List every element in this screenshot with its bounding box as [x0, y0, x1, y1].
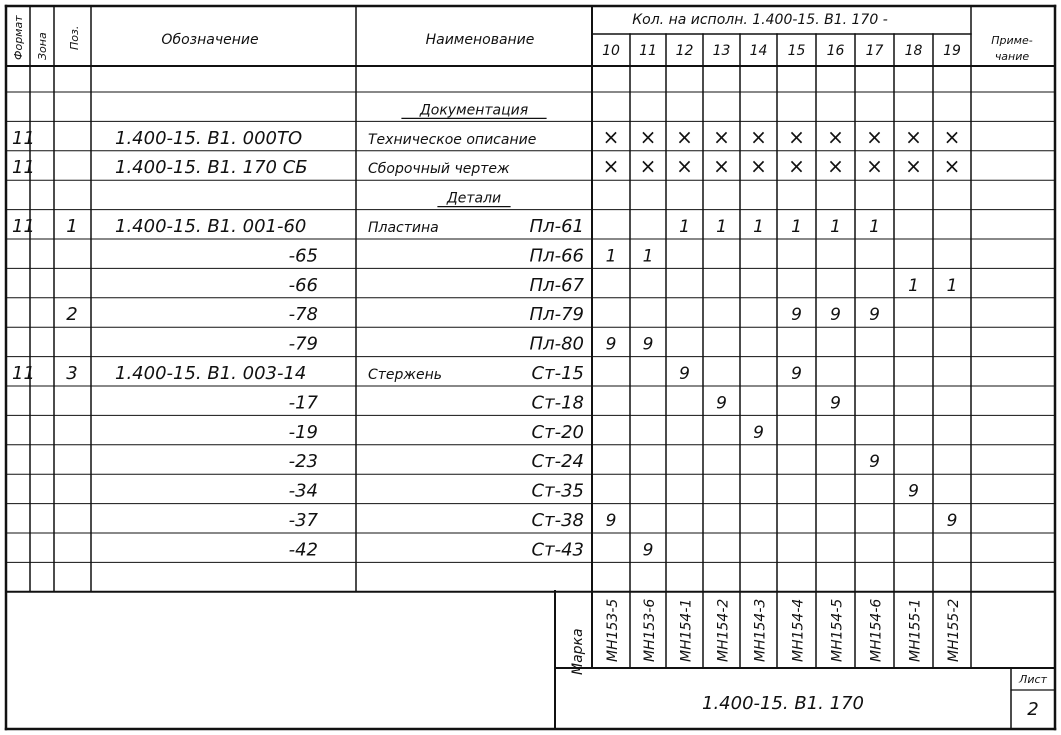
sheet-number: 2	[1027, 699, 1039, 720]
mark-cell: Ст-43	[531, 539, 584, 561]
marka-value: МН155-1	[907, 598, 924, 662]
designation-cell: 1.400-15. В1. 001-60	[115, 216, 307, 237]
designation-cell: -79	[288, 333, 318, 355]
designation-cell: -37	[288, 510, 318, 531]
qty-cell: 1	[908, 275, 919, 296]
designation-cell: 1.400-15. В1. 003-14	[115, 363, 307, 384]
marka-value: МН154-3	[752, 598, 769, 662]
qty-cell: 1	[791, 217, 802, 237]
qty-cell: ×	[602, 124, 620, 149]
marka-value: МН153-6	[642, 598, 658, 662]
sheet-label: Лист	[1019, 673, 1047, 686]
qty-cell: 9	[679, 364, 690, 384]
variant-header: 15	[787, 43, 806, 59]
qty-cell: 9	[830, 393, 841, 414]
format-header: Формат	[12, 15, 25, 60]
designation-cell: -65	[288, 245, 318, 267]
mark-cell: Пл-61	[529, 216, 584, 237]
qty-cell: 1	[753, 217, 764, 237]
mark-cell: Ст-35	[531, 480, 584, 502]
qty-cell: ×	[713, 124, 730, 149]
qty-cell: ×	[943, 154, 961, 179]
format-cell: 11	[12, 363, 35, 384]
section-heading: Документация	[419, 102, 529, 119]
qty-cell: 1	[830, 217, 841, 237]
name-cell: Пластина	[368, 220, 439, 236]
name-cell: Стержень	[368, 367, 443, 383]
pos-header: Поз.	[68, 25, 81, 50]
qty-cell: ×	[676, 124, 693, 149]
qty-cell: 9	[605, 511, 617, 531]
section-heading: Детали	[446, 190, 502, 207]
table-row	[12, 363, 802, 384]
name-cell: Сборочный чертеж	[368, 161, 510, 178]
variant-header: 14	[749, 43, 768, 59]
mark-cell: Пл-79	[529, 304, 584, 326]
qty-cell: ×	[750, 124, 767, 149]
note-header-line2: чание	[994, 50, 1030, 63]
table-row	[12, 154, 960, 178]
table-row	[289, 451, 880, 472]
designation-cell: -78	[288, 304, 318, 326]
designation-header: Обозначение	[161, 32, 259, 48]
table-row	[12, 125, 960, 149]
table-body	[12, 102, 960, 560]
marka-value: МН154-4	[790, 598, 807, 662]
format-cell: 11	[12, 127, 35, 149]
marka-value: МН154-5	[829, 598, 846, 662]
qty-cell: ×	[943, 124, 961, 149]
pos-cell: 1	[66, 216, 78, 237]
marka-value: МН154-2	[715, 598, 732, 662]
document-number: 1.400-15. В1. 170	[702, 693, 864, 714]
qty-cell: ×	[788, 154, 805, 179]
qty-cell: 1	[679, 217, 690, 237]
qty-cell: 9	[716, 393, 727, 414]
qty-cell: ×	[713, 154, 730, 179]
table-row	[289, 481, 919, 502]
table-row	[66, 304, 880, 325]
name-header: Наименование	[425, 32, 535, 48]
designation-cell: -17	[288, 392, 318, 414]
qty-cell: 1	[716, 217, 727, 237]
designation-cell: 1.400-15. В1. 170 СБ	[115, 157, 308, 179]
mark-cell: Ст-24	[531, 451, 584, 473]
title-block	[702, 673, 1048, 720]
variant-header: 18	[904, 43, 923, 59]
variant-header: 12	[675, 43, 694, 59]
mark-cell: Пл-80	[529, 333, 584, 355]
table-row	[12, 216, 880, 237]
variant-header: 11	[639, 43, 657, 59]
qty-cell: 9	[642, 540, 654, 561]
qty-cell: 9	[869, 305, 880, 326]
table-row	[289, 334, 654, 355]
marka-label: Марка	[570, 628, 586, 675]
zone-header: Зона	[36, 32, 49, 60]
designation-cell: 1.400-15. В1. 000ТО	[115, 127, 303, 149]
qty-cell: ×	[788, 124, 805, 149]
qty-cell: 1	[869, 217, 880, 237]
table-row	[289, 275, 958, 296]
mark-cell: Пл-67	[529, 274, 584, 296]
qty-cell: ×	[827, 154, 844, 179]
qty-cell: ×	[750, 154, 767, 179]
qty-cell: 9	[946, 511, 958, 531]
mark-cell: Пл-66	[529, 245, 584, 267]
designation-cell: -42	[288, 539, 318, 561]
designation-cell: -23	[288, 451, 318, 473]
qty-cell: ×	[639, 154, 657, 179]
mark-cell: Ст-38	[531, 510, 584, 531]
variant-header: 13	[712, 43, 731, 59]
format-cell: 11	[12, 216, 35, 237]
qty-cell: 1	[946, 275, 958, 296]
mark-cell: Ст-20	[531, 421, 584, 443]
qty-cell: ×	[866, 154, 883, 179]
qty-cell: ×	[602, 154, 620, 179]
designation-cell: -34	[288, 480, 318, 502]
table-row	[289, 539, 654, 560]
table-header	[12, 12, 1033, 63]
qty-cell: 9	[791, 364, 802, 384]
table-row	[289, 245, 654, 266]
qty-cell: 1	[605, 246, 617, 267]
mark-cell: Ст-15	[531, 363, 584, 384]
note-header-line1: Приме-	[991, 34, 1033, 47]
qty-cell: ×	[639, 124, 657, 149]
marka-value: МН155-2	[946, 598, 962, 662]
qty-cell: ×	[905, 154, 922, 179]
qty-cell: 9	[605, 334, 617, 355]
qty-cell: 9	[642, 334, 654, 355]
table-row	[289, 510, 958, 531]
marka-value: МН154-6	[868, 598, 885, 662]
mark-cell: Ст-18	[531, 392, 584, 414]
qty-cell: ×	[676, 154, 693, 179]
qty-cell: 9	[869, 452, 880, 473]
qty-cell: 9	[791, 305, 802, 326]
qty-cell: ×	[827, 124, 844, 149]
variant-header: 16	[826, 43, 845, 59]
designation-cell: -19	[288, 421, 318, 443]
table-row	[438, 191, 510, 207]
table-row	[289, 422, 764, 443]
format-cell: 11	[12, 157, 35, 179]
variant-header: 10	[602, 43, 620, 59]
variant-header: 19	[943, 43, 961, 59]
qty-cell: 1	[642, 246, 654, 267]
pos-cell: 2	[66, 304, 78, 326]
variant-header: 17	[865, 43, 884, 59]
pos-cell: 3	[66, 363, 78, 384]
qty-cell: 9	[908, 481, 919, 502]
qty-header: Кол. на исполн. 1.400-15. В1. 170 -	[632, 12, 888, 28]
qty-cell: 9	[753, 422, 764, 443]
designation-cell: -66	[288, 274, 318, 296]
qty-cell: 9	[830, 305, 841, 326]
table-row	[402, 102, 546, 118]
name-cell: Техническое описание	[368, 131, 537, 148]
table-row	[289, 392, 841, 413]
qty-cell: ×	[866, 124, 883, 149]
qty-cell: ×	[905, 124, 922, 149]
marka-row	[570, 599, 962, 675]
marka-value: МН154-1	[678, 598, 695, 662]
marka-value: МН153-5	[605, 598, 621, 662]
